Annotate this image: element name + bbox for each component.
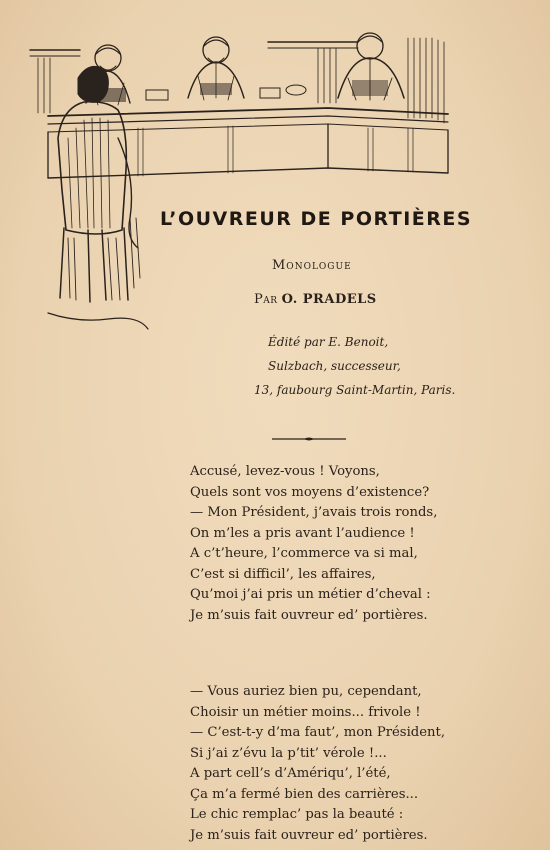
poem-stanza [190, 682, 445, 846]
verse-line: Le chic remplac’ pas la beauté : [190, 807, 404, 822]
verse-line: Ça m’a fermé bien des carrières... [190, 786, 419, 802]
verse-line: C’est si difficil’, les affaires, [190, 566, 376, 582]
publisher-line: Sulzbach, successeur, [268, 359, 401, 373]
publisher-line: Édité par E. Benoit, [268, 335, 389, 349]
verse-line: — Vous auriez bien pu, cependant, [190, 684, 422, 699]
verse-line: Si j’ai z’évu la p’tit’ vérole !... [190, 745, 387, 761]
verse-line: Qu’moi j’ai pris un métier d’cheval : [190, 587, 431, 602]
document-subtitle: Monologue [272, 258, 352, 273]
verse-line: — Mon Président, j’avais trois ronds, [190, 505, 438, 520]
document-title: L’OUVREUR DE PORTIÈRES [160, 208, 473, 230]
verse-line: Choisir un métier moins... frivole ! [190, 704, 421, 720]
verse-line: Je m’suis fait ouvreur ed’ portières. [190, 827, 428, 843]
author-prefix: Par [254, 292, 278, 307]
courtroom-illustration [28, 28, 458, 333]
poem-stanza [190, 462, 437, 626]
verse-line: — C’est-t-y d’ma faut’, mon Président, [190, 725, 446, 740]
verse-line: A c’t’heure, l’commerce va si mal, [190, 546, 418, 561]
verse-line: Accusé, levez-vous ! Voyons, [190, 464, 380, 479]
verse-line: On m’les a pris avant l’audience ! [190, 525, 415, 541]
author-name: O. PRADELS [281, 292, 377, 307]
verse-line: A part cell’s d’Amériqu’, l’été, [190, 766, 391, 781]
author-line [254, 292, 377, 307]
verse-line: Quels sont vos moyens d’existence? [190, 484, 430, 500]
verse-line: Je m’suis fait ouvreur ed’ portières. [190, 607, 428, 623]
publisher-line: 13, faubourg Saint-Martin, Paris. [254, 383, 456, 397]
ornamental-divider [272, 436, 346, 442]
